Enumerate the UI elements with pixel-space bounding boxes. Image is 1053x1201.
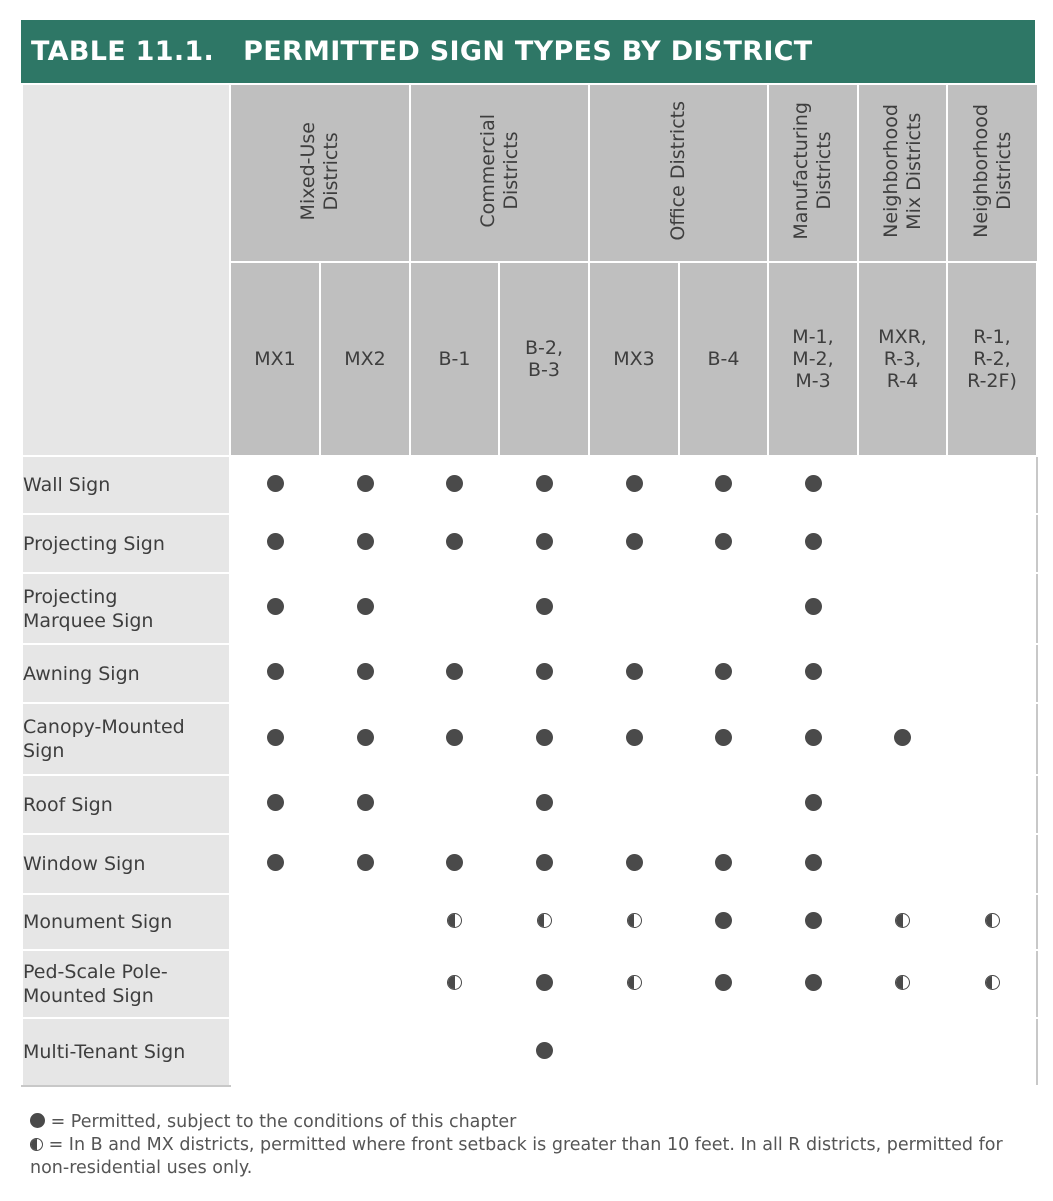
table-cell: [947, 1018, 1037, 1086]
filled-circle-icon: [357, 598, 374, 615]
table-cell: [320, 834, 410, 894]
table-cell: [499, 950, 589, 1018]
half-circle-icon: [895, 913, 910, 928]
filled-circle-icon: [715, 475, 732, 492]
table-cell: [589, 514, 679, 573]
table-cell: [320, 775, 410, 834]
table-cell: [768, 775, 858, 834]
table-cell: [230, 573, 320, 644]
filled-circle-icon: [357, 475, 374, 492]
filled-circle-icon: [357, 663, 374, 680]
filled-circle-icon: [626, 729, 643, 746]
table-cell: [410, 644, 499, 703]
table-cell: [589, 950, 679, 1018]
filled-circle-icon: [446, 533, 463, 550]
table-cell: [679, 834, 768, 894]
filled-circle-icon: [536, 533, 553, 550]
half-circle-icon: [537, 913, 552, 928]
table-cell: [679, 573, 768, 644]
sign-type-label: Canopy-Mounted Sign: [22, 703, 230, 775]
table-cell: [947, 456, 1037, 514]
table-cell: [410, 456, 499, 514]
table-cell: [947, 894, 1037, 950]
legend-permitted: [30, 1111, 1030, 1134]
table-cell: [320, 950, 410, 1018]
filled-circle-icon: [805, 912, 822, 929]
filled-circle-icon: [805, 663, 822, 680]
district-group-label: Office Districts: [667, 101, 689, 241]
table-cell: [320, 514, 410, 573]
table-cell: [499, 834, 589, 894]
filled-circle-icon: [446, 729, 463, 746]
filled-circle-icon: [805, 475, 822, 492]
filled-circle-icon: [805, 598, 822, 615]
table-cell: [320, 644, 410, 703]
table-cell: [768, 703, 858, 775]
table-cell: [679, 514, 768, 573]
table-cell: [320, 573, 410, 644]
filled-circle-icon: [446, 475, 463, 492]
filled-circle-icon: [536, 663, 553, 680]
district-group-header: [230, 84, 410, 262]
table-cell: [679, 1018, 768, 1086]
filled-circle-icon: [805, 729, 822, 746]
filled-circle-icon: [357, 533, 374, 550]
filled-circle-icon: [267, 475, 284, 492]
half-circle-icon: [627, 975, 642, 990]
filled-circle-icon: [894, 729, 911, 746]
district-code-header: MX2: [320, 262, 410, 456]
filled-circle-icon: [267, 729, 284, 746]
table-cell: [320, 1018, 410, 1086]
table-cell: [768, 514, 858, 573]
district-code-header: MX3: [589, 262, 679, 456]
table-cell: [589, 456, 679, 514]
table-cell: [499, 456, 589, 514]
table-corner: [22, 84, 230, 456]
half-circle-icon: [985, 975, 1000, 990]
filled-circle-icon: [626, 854, 643, 871]
table-cell: [679, 703, 768, 775]
table-cell: [679, 950, 768, 1018]
half-circle-icon: [895, 975, 910, 990]
table-cell: [499, 644, 589, 703]
table-cell: [768, 644, 858, 703]
sign-type-label: Awning Sign: [22, 644, 230, 703]
district-code-header: B-1: [410, 262, 499, 456]
sign-type-label: Projecting Sign: [22, 514, 230, 573]
table-cell: [410, 573, 499, 644]
table-cell: [499, 894, 589, 950]
table-body: [22, 456, 1037, 1086]
table-cell: [679, 775, 768, 834]
table-row: [22, 950, 1037, 1018]
table-cell: [230, 703, 320, 775]
table-cell: [320, 456, 410, 514]
table-cell: [768, 894, 858, 950]
table-cell: [230, 514, 320, 573]
table-cell: [768, 834, 858, 894]
district-group-label: Mixed-Use Districts: [297, 121, 342, 221]
table-cell: [589, 894, 679, 950]
table-cell: [768, 456, 858, 514]
table-cell: [499, 775, 589, 834]
table-cell: [768, 950, 858, 1018]
table-cell: [858, 644, 947, 703]
table-cell: [320, 703, 410, 775]
district-code-header: R-1, R-2, R-2F): [947, 262, 1037, 456]
table-cell: [499, 703, 589, 775]
filled-circle-icon: [805, 533, 822, 550]
sign-type-label: Wall Sign: [22, 456, 230, 514]
table-cell: [589, 703, 679, 775]
table-cell: [589, 1018, 679, 1086]
district-code-header: MX1: [230, 262, 320, 456]
filled-circle-icon: [267, 663, 284, 680]
table-cell: [320, 894, 410, 950]
district-group-header: [858, 84, 947, 262]
filled-circle-icon: [715, 854, 732, 871]
table-cell: [410, 1018, 499, 1086]
table-cell: [858, 950, 947, 1018]
filled-circle-icon: [715, 912, 732, 929]
sign-type-label: Roof Sign: [22, 775, 230, 834]
filled-circle-icon: [715, 729, 732, 746]
district-group-header: [589, 84, 768, 262]
table-cell: [410, 834, 499, 894]
table-cell: [230, 775, 320, 834]
filled-circle-icon: [626, 663, 643, 680]
filled-circle-icon: [267, 533, 284, 550]
table-cell: [679, 456, 768, 514]
table-cell: [858, 703, 947, 775]
legend-permitted-text: = Permitted, subject to the conditions of this chapter: [50, 1112, 517, 1132]
filled-circle-icon: [536, 854, 553, 871]
table-cell: [947, 950, 1037, 1018]
filled-circle-icon: [536, 794, 553, 811]
district-group-header: [768, 84, 858, 262]
table-cell: [230, 456, 320, 514]
filled-circle-icon: [805, 854, 822, 871]
half-circle-icon: [447, 913, 462, 928]
table-cell: [499, 1018, 589, 1086]
table-cell: [230, 834, 320, 894]
table-cell: [947, 514, 1037, 573]
filled-circle-icon: [357, 729, 374, 746]
permitted-sign-types-table: [21, 83, 1038, 1087]
table-cell: [589, 644, 679, 703]
filled-circle-icon: [446, 663, 463, 680]
table-cell: [858, 775, 947, 834]
legend-conditional: [30, 1134, 1030, 1180]
filled-circle-icon: [267, 794, 284, 811]
table-cell: [230, 894, 320, 950]
filled-circle-icon: [626, 475, 643, 492]
filled-circle-icon: [715, 974, 732, 991]
filled-circle-icon: [30, 1113, 45, 1128]
table-cell: [230, 644, 320, 703]
district-group-label: Neighborhood Mix Districts: [879, 104, 925, 238]
table-cell: [410, 703, 499, 775]
table-row: [22, 775, 1037, 834]
table-row: [22, 1018, 1037, 1086]
sign-type-label: Window Sign: [22, 834, 230, 894]
table-row: [22, 894, 1037, 950]
table-cell: [947, 834, 1037, 894]
table-cell: [947, 703, 1037, 775]
table-cell: [858, 834, 947, 894]
filled-circle-icon: [536, 729, 553, 746]
filled-circle-icon: [357, 794, 374, 811]
table-row: [22, 644, 1037, 703]
table-cell: [499, 573, 589, 644]
district-group-header-row: [22, 84, 1037, 262]
table-cell: [679, 894, 768, 950]
half-circle-icon: [30, 1138, 43, 1151]
table-cell: [230, 1018, 320, 1086]
table-cell: [947, 775, 1037, 834]
table-cell: [410, 775, 499, 834]
table-row: [22, 834, 1037, 894]
table-cell: [768, 1018, 858, 1086]
filled-circle-icon: [715, 663, 732, 680]
sign-type-label: Multi-Tenant Sign: [22, 1018, 230, 1086]
table-cell: [947, 644, 1037, 703]
district-group-label: Manufacturing Districts: [790, 102, 835, 240]
half-circle-icon: [627, 913, 642, 928]
district-code-header: B-4: [679, 262, 768, 456]
table-cell: [858, 456, 947, 514]
table-row: [22, 456, 1037, 514]
table-cell: [858, 894, 947, 950]
filled-circle-icon: [805, 794, 822, 811]
table-cell: [679, 644, 768, 703]
table-cell: [589, 775, 679, 834]
table-cell: [410, 950, 499, 1018]
table-row: [22, 514, 1037, 573]
table-row: [22, 703, 1037, 775]
district-code-header: M-1, M-2, M-3: [768, 262, 858, 456]
table-cell: [499, 514, 589, 573]
filled-circle-icon: [536, 475, 553, 492]
table-cell: [768, 573, 858, 644]
legend-conditional-text: = In B and MX districts, permitted where front setback is greater than 10 feet. In all R districts, permitted for non-residential uses only.: [30, 1135, 1003, 1178]
filled-circle-icon: [536, 1042, 553, 1059]
filled-circle-icon: [715, 533, 732, 550]
filled-circle-icon: [267, 598, 284, 615]
table-cell: [410, 514, 499, 573]
filled-circle-icon: [267, 854, 284, 871]
half-circle-icon: [447, 975, 462, 990]
table-cell: [589, 834, 679, 894]
filled-circle-icon: [536, 598, 553, 615]
table-cell: [858, 1018, 947, 1086]
table-cell: [410, 894, 499, 950]
table-title: TABLE 11.1. PERMITTED SIGN TYPES BY DISTRICT: [21, 20, 1035, 83]
table-cell: [589, 573, 679, 644]
half-circle-icon: [985, 913, 1000, 928]
table-cell: [947, 573, 1037, 644]
table-cell: [230, 950, 320, 1018]
table-cell: [858, 573, 947, 644]
filled-circle-icon: [446, 854, 463, 871]
sign-type-label: Projecting Marquee Sign: [22, 573, 230, 644]
filled-circle-icon: [805, 974, 822, 991]
district-code-header: MXR, R-3, R-4: [858, 262, 947, 456]
district-group-label: Neighborhood Districts: [969, 104, 1015, 238]
table-cell: [858, 514, 947, 573]
filled-circle-icon: [536, 974, 553, 991]
district-code-header: B-2, B-3: [499, 262, 589, 456]
sign-type-label: Monument Sign: [22, 894, 230, 950]
legend: [30, 1111, 1030, 1180]
table-row: [22, 573, 1037, 644]
district-group-header: [410, 84, 589, 262]
sign-type-label: Ped-Scale Pole- Mounted Sign: [22, 950, 230, 1018]
filled-circle-icon: [357, 854, 374, 871]
district-group-header: [947, 84, 1037, 262]
filled-circle-icon: [626, 533, 643, 550]
district-group-label: Commercial Districts: [476, 114, 522, 228]
